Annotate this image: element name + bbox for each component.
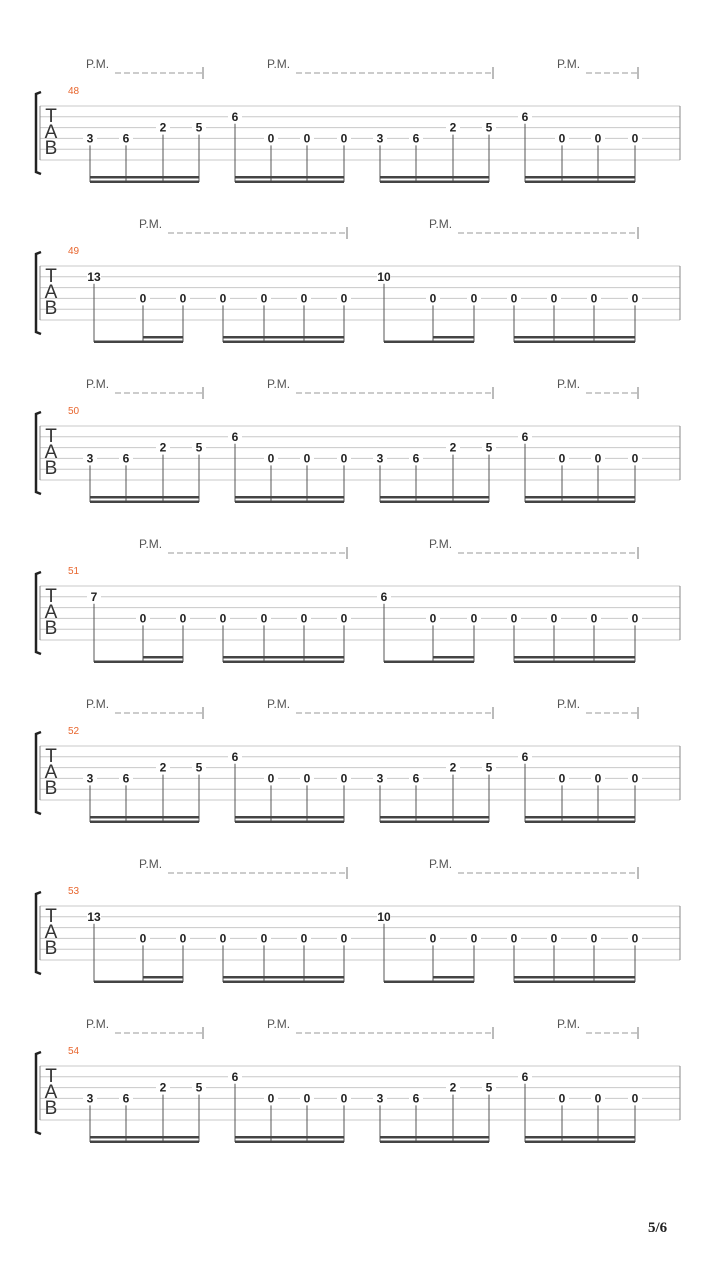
- fret-number: 3: [86, 131, 94, 146]
- fret-number: 0: [260, 611, 268, 626]
- fret-number: 0: [631, 931, 639, 946]
- beam: [235, 181, 344, 184]
- fret-number: 0: [429, 611, 437, 626]
- fret-number: 2: [159, 1080, 167, 1095]
- tab-clef-letter: T: [45, 906, 57, 927]
- fret-number: 5: [195, 120, 203, 135]
- tab-clef-letter: B: [44, 138, 58, 159]
- beam: [525, 176, 635, 179]
- fret-number: 0: [550, 291, 558, 306]
- fret-number: 6: [412, 131, 420, 146]
- beam: [90, 496, 199, 499]
- fret-number: 0: [631, 771, 639, 786]
- beam: [90, 821, 199, 824]
- palm-mute-label: P.M.: [267, 377, 291, 391]
- fret-number: 0: [510, 611, 518, 626]
- palm-mute-label: P.M.: [139, 857, 163, 871]
- beam: [94, 661, 183, 664]
- fret-number: 6: [521, 109, 529, 124]
- beam: [525, 816, 635, 819]
- fret-number: 0: [340, 451, 348, 466]
- fret-number: 3: [86, 771, 94, 786]
- palm-mute-label: P.M.: [86, 697, 110, 711]
- fret-number: 0: [631, 131, 639, 146]
- fret-number: 6: [380, 589, 388, 604]
- tab-clef-letter: B: [44, 778, 58, 799]
- tab-clef-letter: T: [45, 586, 57, 607]
- fret-number: 0: [303, 1091, 311, 1106]
- fret-number: 0: [550, 611, 558, 626]
- fret-number: 0: [340, 931, 348, 946]
- fret-number: 0: [631, 291, 639, 306]
- measure-number: 52: [68, 726, 80, 737]
- fret-number: 6: [122, 131, 130, 146]
- beam: [223, 981, 344, 984]
- palm-mute-label: P.M.: [86, 1017, 110, 1031]
- fret-number: 3: [86, 451, 94, 466]
- fret-number: 0: [429, 931, 437, 946]
- fret-number: 0: [470, 611, 478, 626]
- fret-number: 5: [485, 120, 493, 135]
- tab-clef-letter: A: [44, 1082, 58, 1103]
- fret-number: 3: [376, 131, 384, 146]
- beam: [223, 656, 344, 659]
- fret-number: 2: [449, 440, 457, 455]
- tab-clef-letter: A: [44, 122, 58, 143]
- beam: [525, 1141, 635, 1144]
- beam: [235, 821, 344, 824]
- fret-number: 6: [412, 451, 420, 466]
- palm-mute-label: P.M.: [139, 537, 163, 551]
- beam: [380, 1141, 489, 1144]
- fret-number: 0: [594, 451, 602, 466]
- tab-system-51: [36, 537, 680, 663]
- fret-number: 6: [231, 1069, 239, 1084]
- fret-number: 6: [231, 429, 239, 444]
- fret-number: 0: [179, 931, 187, 946]
- fret-number: 0: [219, 291, 227, 306]
- fret-number: 0: [340, 611, 348, 626]
- beam: [143, 656, 183, 659]
- fret-number: 0: [558, 1091, 566, 1106]
- beam: [433, 976, 474, 979]
- tab-system-53: [36, 857, 680, 983]
- beam: [90, 1136, 199, 1139]
- fret-number: 0: [590, 291, 598, 306]
- fret-number: 6: [122, 451, 130, 466]
- beam: [235, 501, 344, 504]
- beam: [380, 496, 489, 499]
- palm-mute-label: P.M.: [557, 377, 581, 391]
- palm-mute-label: P.M.: [139, 217, 163, 231]
- fret-number: 0: [631, 451, 639, 466]
- palm-mute-label: P.M.: [429, 857, 453, 871]
- fret-number: 0: [590, 611, 598, 626]
- fret-number: 0: [219, 931, 227, 946]
- beam: [380, 816, 489, 819]
- fret-number: 3: [376, 1091, 384, 1106]
- fret-number: 2: [159, 760, 167, 775]
- tab-clef-letter: T: [45, 426, 57, 447]
- fret-number: 0: [179, 611, 187, 626]
- fret-number: 10: [377, 269, 391, 284]
- fret-number: 0: [558, 131, 566, 146]
- beam: [223, 661, 344, 664]
- fret-number: 0: [340, 1091, 348, 1106]
- beam: [90, 1141, 199, 1144]
- fret-number: 3: [376, 771, 384, 786]
- fret-number: 5: [485, 1080, 493, 1095]
- tab-clef-letter: B: [44, 1098, 58, 1119]
- measure-number: 50: [68, 406, 80, 417]
- tab-system-54: [36, 1017, 680, 1143]
- fret-number: 0: [219, 611, 227, 626]
- beam: [380, 501, 489, 504]
- fret-number: 0: [139, 611, 147, 626]
- fret-number: 0: [303, 131, 311, 146]
- measure-number: 48: [68, 86, 80, 97]
- fret-number: 0: [594, 131, 602, 146]
- beam: [90, 501, 199, 504]
- fret-number: 5: [195, 1080, 203, 1095]
- tab-clef-letter: T: [45, 106, 57, 127]
- tab-clef-letter: A: [44, 762, 58, 783]
- beam: [235, 496, 344, 499]
- tab-system-49: [36, 217, 680, 343]
- fret-number: 3: [86, 1091, 94, 1106]
- fret-number: 0: [303, 451, 311, 466]
- beam: [525, 181, 635, 184]
- beam: [525, 1136, 635, 1139]
- beam: [380, 176, 489, 179]
- measure-number: 51: [68, 566, 80, 577]
- fret-number: 0: [267, 451, 275, 466]
- fret-number: 2: [159, 120, 167, 135]
- tab-clef-letter: B: [44, 618, 58, 639]
- fret-number: 0: [470, 931, 478, 946]
- fret-number: 0: [631, 611, 639, 626]
- beam: [525, 821, 635, 824]
- fret-number: 0: [267, 131, 275, 146]
- fret-number: 3: [376, 451, 384, 466]
- beam: [514, 976, 635, 979]
- measure-number: 53: [68, 886, 80, 897]
- fret-number: 0: [303, 771, 311, 786]
- tab-clef-letter: A: [44, 442, 58, 463]
- fret-number: 0: [300, 931, 308, 946]
- fret-number: 5: [485, 440, 493, 455]
- palm-mute-label: P.M.: [557, 57, 581, 71]
- beam: [380, 1136, 489, 1139]
- beam: [235, 1136, 344, 1139]
- beam: [514, 981, 635, 984]
- fret-number: 0: [267, 1091, 275, 1106]
- fret-number: 0: [260, 931, 268, 946]
- tab-system-50: [36, 377, 680, 503]
- fret-number: 0: [631, 1091, 639, 1106]
- fret-number: 2: [449, 1080, 457, 1095]
- fret-number: 0: [510, 291, 518, 306]
- tab-clef-letter: A: [44, 602, 58, 623]
- palm-mute-label: P.M.: [267, 57, 291, 71]
- tab-clef-letter: B: [44, 458, 58, 479]
- fret-number: 0: [139, 291, 147, 306]
- beam: [223, 341, 344, 344]
- palm-mute-label: P.M.: [557, 1017, 581, 1031]
- fret-number: 13: [87, 269, 101, 284]
- beam: [90, 816, 199, 819]
- fret-number: 5: [195, 440, 203, 455]
- palm-mute-label: P.M.: [86, 57, 110, 71]
- fret-number: 5: [485, 760, 493, 775]
- beam: [525, 501, 635, 504]
- beam: [235, 176, 344, 179]
- fret-number: 6: [231, 109, 239, 124]
- beam: [90, 176, 199, 179]
- tab-clef-letter: B: [44, 938, 58, 959]
- beam: [143, 336, 183, 339]
- fret-number: 6: [412, 1091, 420, 1106]
- beam: [380, 181, 489, 184]
- fret-number: 6: [122, 1091, 130, 1106]
- fret-number: 0: [550, 931, 558, 946]
- fret-number: 6: [231, 749, 239, 764]
- fret-number: 6: [521, 749, 529, 764]
- fret-number: 0: [139, 931, 147, 946]
- beam: [384, 341, 474, 344]
- beam: [433, 336, 474, 339]
- fret-number: 6: [412, 771, 420, 786]
- measure-number: 54: [68, 1046, 80, 1057]
- beam: [384, 661, 474, 664]
- tab-system-52: [36, 697, 680, 823]
- beam: [514, 336, 635, 339]
- fret-number: 0: [340, 291, 348, 306]
- fret-number: 0: [558, 451, 566, 466]
- fret-number: 0: [267, 771, 275, 786]
- fret-number: 0: [300, 291, 308, 306]
- beam: [514, 661, 635, 664]
- fret-number: 13: [87, 909, 101, 924]
- fret-number: 0: [470, 291, 478, 306]
- fret-number: 0: [260, 291, 268, 306]
- beam: [94, 981, 183, 984]
- beam: [514, 656, 635, 659]
- beam: [143, 976, 183, 979]
- fret-number: 10: [377, 909, 391, 924]
- beam: [514, 341, 635, 344]
- beam: [384, 981, 474, 984]
- fret-number: 5: [195, 760, 203, 775]
- beam: [380, 821, 489, 824]
- beam: [235, 816, 344, 819]
- beam: [223, 976, 344, 979]
- tab-clef-letter: A: [44, 922, 58, 943]
- fret-number: 6: [521, 429, 529, 444]
- beam: [235, 1141, 344, 1144]
- fret-number: 0: [594, 1091, 602, 1106]
- fret-number: 0: [510, 931, 518, 946]
- page-number: 5/6: [648, 1220, 668, 1236]
- tab-clef-letter: T: [45, 1066, 57, 1087]
- beam: [223, 336, 344, 339]
- palm-mute-label: P.M.: [86, 377, 110, 391]
- beam: [433, 656, 474, 659]
- tab-clef-letter: T: [45, 746, 57, 767]
- measure-number: 49: [68, 246, 80, 257]
- beam: [525, 496, 635, 499]
- fret-number: 0: [300, 611, 308, 626]
- fret-number: 0: [590, 931, 598, 946]
- tab-clef-letter: A: [44, 282, 58, 303]
- palm-mute-label: P.M.: [557, 697, 581, 711]
- fret-number: 2: [449, 120, 457, 135]
- fret-number: 0: [558, 771, 566, 786]
- beam: [94, 341, 183, 344]
- tab-clef-letter: B: [44, 298, 58, 319]
- fret-number: 6: [521, 1069, 529, 1084]
- fret-number: 0: [429, 291, 437, 306]
- palm-mute-label: P.M.: [429, 537, 453, 551]
- fret-number: 0: [340, 131, 348, 146]
- fret-number: 2: [449, 760, 457, 775]
- palm-mute-label: P.M.: [267, 1017, 291, 1031]
- fret-number: 7: [90, 589, 98, 604]
- fret-number: 0: [179, 291, 187, 306]
- fret-number: 6: [122, 771, 130, 786]
- fret-number: 2: [159, 440, 167, 455]
- palm-mute-label: P.M.: [267, 697, 291, 711]
- palm-mute-label: P.M.: [429, 217, 453, 231]
- fret-number: 0: [340, 771, 348, 786]
- beam: [90, 181, 199, 184]
- fret-number: 0: [594, 771, 602, 786]
- tab-clef-letter: T: [45, 266, 57, 287]
- tab-system-48: [36, 57, 680, 183]
